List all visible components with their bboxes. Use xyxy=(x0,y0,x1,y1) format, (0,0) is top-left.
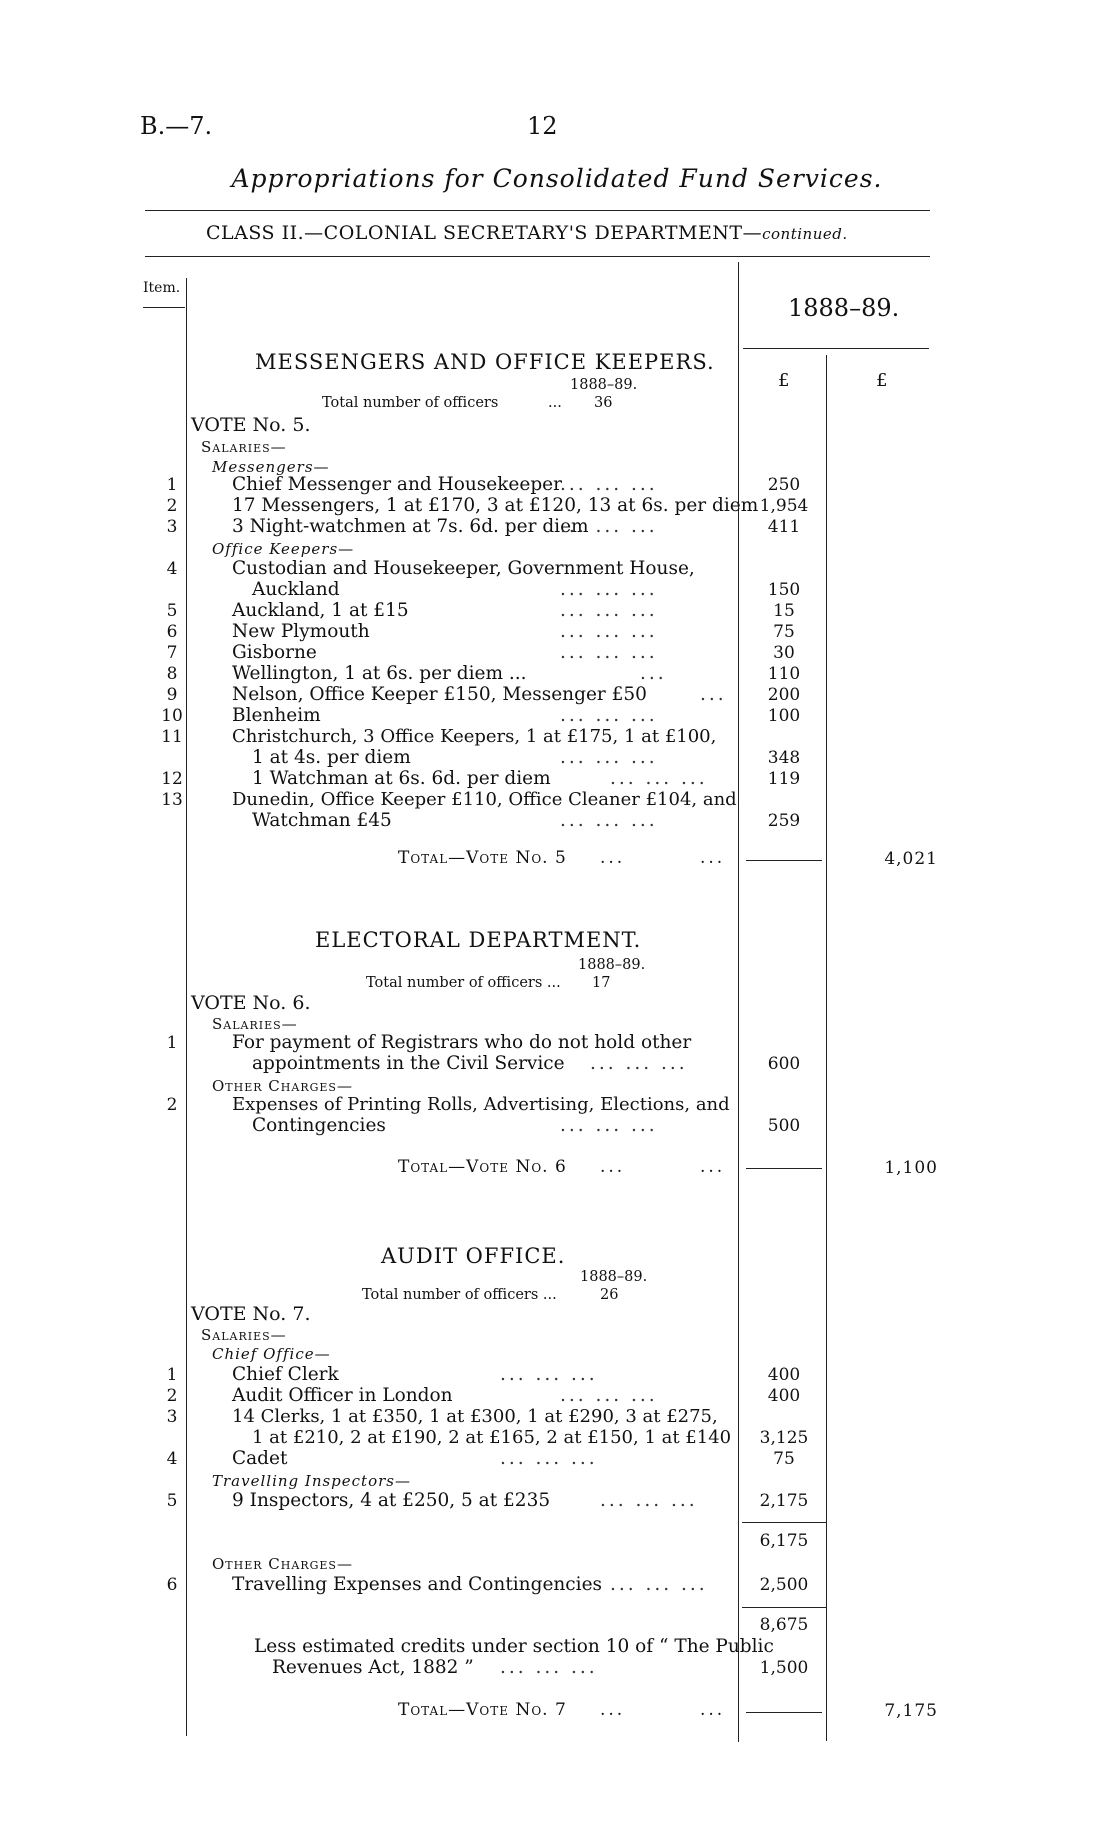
salaries-heading: Salaries— xyxy=(201,1326,287,1344)
subheading: Travelling Inspectors— xyxy=(212,1472,411,1490)
total-value: 4,021 xyxy=(884,849,938,869)
total-dots: ... xyxy=(600,1157,626,1177)
line-item: 6 Travelling Expenses and Contingencies ... ... ... 2,500 xyxy=(166,1574,809,1595)
page-number: 12 xyxy=(527,112,558,140)
salaries-heading: Salaries— xyxy=(201,438,287,456)
officers-label: Total number of officers ... xyxy=(362,1287,557,1303)
line-item: 1 Chief Messenger and Housekeeper ... ... ... 250 xyxy=(166,474,801,495)
other-charges-heading: Other Charges— xyxy=(212,1555,353,1573)
credits-line-cont: Revenues Act, 1882 ” ... ... ... 1,500 xyxy=(272,1657,809,1678)
officers-year: 1888–89. xyxy=(578,957,646,973)
line-item: 2 Audit Officer in London ... ... ... 400 xyxy=(166,1385,801,1406)
officers-year: 1888–89. xyxy=(580,1269,648,1285)
total-value: 1,100 xyxy=(884,1158,938,1178)
line-item-cont: Watchman £45 ... ... ... 259 xyxy=(252,810,801,831)
line-item: 2 Expenses of Printing Rolls, Advertising, Elections, and xyxy=(166,1094,730,1115)
subtotal-rule xyxy=(742,1607,826,1608)
section-title-electoral: ELECTORAL DEPARTMENT. xyxy=(315,928,642,952)
pound-sign-1: £ xyxy=(778,370,790,391)
item-header-rule xyxy=(143,307,185,308)
total-dots: ... xyxy=(700,848,726,868)
line-item-cont: Contingencies ... ... ... 500 xyxy=(252,1115,801,1136)
document-code: B.—7. xyxy=(140,112,213,140)
officers-dots: ... xyxy=(548,395,562,411)
subtotal-row: 6,175 xyxy=(759,1531,809,1551)
officers-label: Total number of officers xyxy=(322,395,499,411)
subtotal-rule xyxy=(746,1168,822,1169)
title-rule xyxy=(145,210,930,211)
page-title: Appropriations for Consolidated Fund Services. xyxy=(231,164,883,193)
year-column-header: 1888–89. xyxy=(788,294,900,322)
credits-line: Less estimated credits under section 10 of “ The Public xyxy=(254,1636,774,1657)
line-item: 4 Custodian and Housekeeper, Government House, xyxy=(166,558,695,579)
salaries-heading: Salaries— xyxy=(212,1015,298,1033)
line-item: 5 Auckland, 1 at £15 ... ... ... 15 xyxy=(166,600,795,621)
line-item: 1 Chief Clerk ... ... ... 400 xyxy=(166,1364,801,1385)
subheading: Office Keepers— xyxy=(212,540,355,558)
line-item: 2 17 Messengers, 1 at £170, 3 at £120, 13 at 6s. per diem 1,954 xyxy=(166,495,809,516)
class-rule xyxy=(145,256,930,257)
subheading: Chief Office— xyxy=(212,1345,331,1363)
officers-count: 17 xyxy=(592,975,611,991)
total-label: Total—Vote No. 6 xyxy=(398,1157,567,1177)
other-charges-heading: Other Charges— xyxy=(212,1077,353,1095)
section-title-audit: AUDIT OFFICE. xyxy=(381,1244,566,1268)
subtotal-rule xyxy=(746,1712,822,1713)
line-item: 13 Dunedin, Office Keeper £110, Office Cleaner £104, and xyxy=(161,789,737,810)
line-item: 12 1 Watchman at 6s. 6d. per diem ... ... ... 119 xyxy=(161,768,801,789)
line-item: 10 Blenheim ... ... ... 100 xyxy=(161,705,801,726)
subheading: Messengers— xyxy=(212,458,330,476)
vote-heading: VOTE No. 5. xyxy=(191,414,311,436)
line-item: 3 14 Clerks, 1 at £350, 1 at £300, 1 at £290, 3 at £275, xyxy=(166,1406,718,1427)
class-heading: CLASS II.—COLONIAL SECRETARY'S DEPARTMENT—continued. xyxy=(206,222,848,244)
officers-label: Total number of officers ... xyxy=(366,975,561,991)
total-label: Total—Vote No. 5 xyxy=(398,848,567,868)
total-label: Total—Vote No. 7 xyxy=(398,1700,567,1720)
total-dots: ... xyxy=(700,1700,726,1720)
line-item-cont: 1 at £210, 2 at £190, 2 at £165, 2 at £150, 1 at £140 3,125 xyxy=(252,1427,809,1448)
line-item: 3 3 Night-watchmen at 7s. 6d. per diem ... ... ... 411 xyxy=(166,516,801,537)
year-rule xyxy=(743,348,929,349)
total-dots: ... xyxy=(600,848,626,868)
line-item: 7 Gisborne ... ... ... 30 xyxy=(166,642,795,663)
subtotal-row: 8,675 xyxy=(759,1615,809,1635)
line-item: 9 Nelson, Office Keeper £150, Messenger £50 ... 200 xyxy=(166,684,801,705)
vote-heading: VOTE No. 7. xyxy=(191,1303,311,1325)
officers-count: 36 xyxy=(594,395,613,411)
line-item-cont: appointments in the Civil Service ... ... ... 600 xyxy=(252,1053,801,1074)
total-dots: ... xyxy=(600,1700,626,1720)
item-column-header: Item. xyxy=(143,280,181,296)
vote-heading: VOTE No. 6. xyxy=(191,992,311,1014)
subtotal-rule xyxy=(742,1522,826,1523)
section-title-messengers: MESSENGERS AND OFFICE KEEPERS. xyxy=(255,350,715,374)
pound-sign-2: £ xyxy=(876,370,888,391)
line-item: 4 Cadet ... ... ... 75 xyxy=(166,1448,795,1469)
subtotal-rule xyxy=(746,860,822,861)
officers-count: 26 xyxy=(600,1287,619,1303)
line-item: 8 Wellington, 1 at 6s. per diem ... ... 110 xyxy=(166,663,801,684)
line-item: 11 Christchurch, 3 Office Keepers, 1 at £175, 1 at £100, xyxy=(161,726,717,747)
line-item-cont: 1 at 4s. per diem ... ... ... 348 xyxy=(252,747,801,768)
line-item-cont: Auckland ... ... ... 150 xyxy=(252,579,801,600)
total-dots: ... xyxy=(700,1157,726,1177)
officers-year: 1888–89. xyxy=(570,377,638,393)
line-item: 6 New Plymouth ... ... ... 75 xyxy=(166,621,795,642)
total-value: 7,175 xyxy=(884,1701,938,1721)
line-item: 1 For payment of Registrars who do not hold other xyxy=(166,1032,692,1053)
line-item: 5 9 Inspectors, 4 at £250, 5 at £235 ... ... ... 2,175 xyxy=(166,1490,809,1511)
